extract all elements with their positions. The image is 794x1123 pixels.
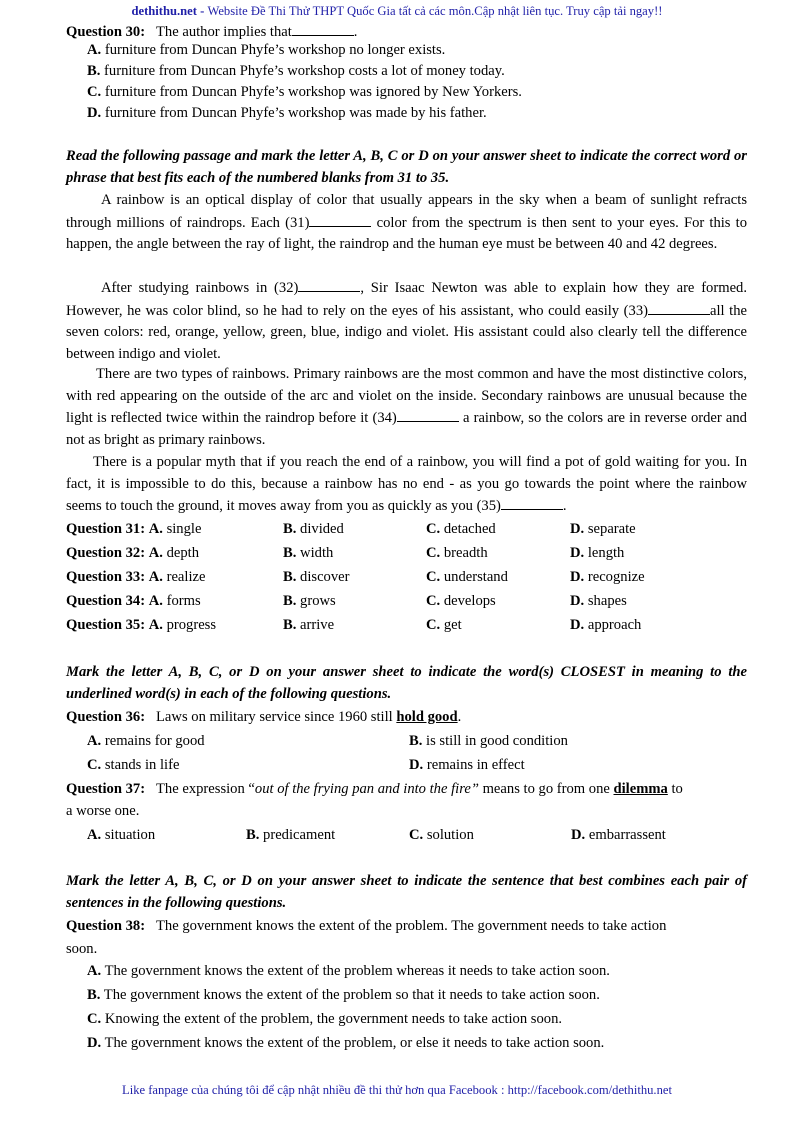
q30-option-b <box>87 62 505 80</box>
option-text: The government knows the extent of the problem whereas it needs to take action soon. <box>104 963 610 979</box>
option-letter: D. <box>87 105 102 121</box>
blank-34 <box>397 407 459 422</box>
blank-31 <box>309 212 371 227</box>
paragraph-text: After studying rainbows in (32) <box>101 280 299 296</box>
option-letter: B. <box>283 545 297 561</box>
blank-32 <box>298 277 360 292</box>
option-text: The government knows the extent of the problem, or else it needs to take action soon. <box>104 1035 605 1051</box>
option-a-text: depth <box>166 545 200 561</box>
option-b-text: width <box>300 545 334 561</box>
question-30: Question 30: The author implies that . <box>66 21 357 41</box>
paragraph-text: color from the spectrum is then sent to your eyes. For this to happen, the angle between the ray of light, the raindrop and the human eye must be between 40 and 42 degrees. <box>66 214 747 253</box>
passage-paragraph-4 <box>66 452 747 518</box>
option-b-text: grows <box>300 593 336 609</box>
option-b-text: divided <box>300 521 344 537</box>
q38-option-b <box>87 986 600 1004</box>
q38-option-c <box>87 1010 562 1028</box>
option-letter: C. <box>87 84 102 100</box>
question-label: Question 31: <box>66 521 146 537</box>
question-37-continued: a worse one. <box>66 803 140 819</box>
passage-paragraph-1 <box>66 190 747 256</box>
question-38-continued: soon. <box>66 941 98 957</box>
option-text: Knowing the extent of the problem, the government needs to take action soon. <box>104 1011 563 1027</box>
option-letter: D. <box>570 593 585 609</box>
option-a-text: forms <box>166 593 201 609</box>
option-text: furniture from Duncan Phyfe’s workshop was ignored by New Yorkers. <box>104 84 522 100</box>
blank-35 <box>501 495 563 510</box>
paragraph-text: , Sir Isaac Newton was able to explain how they are formed. However, he was color blind, so he had to rely on the eyes of his assistant, who could easily (33) <box>66 280 747 319</box>
question-label: Question 30: <box>66 24 146 40</box>
passage-instruction: Read the following passage and mark the letter A, B, C or D on your answer sheet to indicate the correct word or phrase that best fits each of the numbered blanks from 31 to 35. <box>66 148 747 186</box>
paragraph-text: There are two types of rainbows. Primary rainbows are the most common and have the most distinctive colors, with red appearing on the outside of the arc and violet on the inside. Secondary rainbows are unusual because the light is reflected twice within the raindrop before it (34) <box>66 366 747 427</box>
question-label: Question 34: <box>66 593 146 609</box>
option-letter: D. <box>570 617 585 633</box>
q30-option-d <box>87 104 487 122</box>
page-footer[interactable]: Like fanpage của chúng tôi để cập nhật nhiều đề thi thử hơn qua Facebook : http://facebook.com/dethithu.net <box>122 1083 672 1097</box>
option-d-text: embarrassent <box>588 827 666 843</box>
option-letter: B. <box>283 593 297 609</box>
option-letter: B. <box>283 521 297 537</box>
option-a-text: single <box>166 521 202 537</box>
option-letter: A. <box>87 42 102 58</box>
option-text: furniture from Duncan Phyfe’s workshop costs a lot of money today. <box>104 63 505 79</box>
option-letter: C. <box>426 593 441 609</box>
option-letter: A. <box>87 733 102 749</box>
option-letter: A. <box>87 827 102 843</box>
option-c-text: develops <box>443 593 496 609</box>
option-text: The government knows the extent of the problem so that it needs to take action soon. <box>103 987 600 1003</box>
option-letter: D. <box>570 521 585 537</box>
question-stem: The government knows the extent of the problem. The government needs to take action <box>156 918 667 934</box>
question-stem: The expression “ <box>156 781 255 797</box>
question-stem-end: . <box>457 709 462 725</box>
option-letter: A. <box>148 617 163 633</box>
option-letter: D. <box>87 1035 102 1051</box>
option-letter: C. <box>426 569 441 585</box>
option-d-text: recognize <box>587 569 645 585</box>
option-letter: B. <box>87 63 101 79</box>
passage-paragraph-3 <box>66 364 747 451</box>
option-b-text: discover <box>300 569 350 585</box>
option-letter: D. <box>409 757 424 773</box>
site-name: dethithu.net <box>131 4 197 18</box>
option-d-text: approach <box>587 617 642 633</box>
option-letter: A. <box>148 569 163 585</box>
option-a-text: remains for good <box>104 733 205 749</box>
option-letter: C. <box>426 617 441 633</box>
option-letter: D. <box>570 569 585 585</box>
option-b-text: predicament <box>263 827 336 843</box>
question-label: Question 37: <box>66 781 146 797</box>
option-letter: C. <box>426 521 441 537</box>
option-letter: A. <box>87 963 102 979</box>
option-c-text: solution <box>426 827 474 843</box>
q30-option-c <box>87 83 522 101</box>
question-label: Question 38: <box>66 918 146 934</box>
option-c-text: understand <box>443 569 508 585</box>
option-text: furniture from Duncan Phyfe’s workshop was made by his father. <box>104 105 487 121</box>
option-a-text: progress <box>166 617 217 633</box>
option-letter: C. <box>426 545 441 561</box>
option-d-text: length <box>587 545 625 561</box>
underlined-phrase: hold good <box>396 709 458 725</box>
option-c-text: get <box>443 617 462 633</box>
option-letter: A. <box>148 521 163 537</box>
option-letter: B. <box>409 733 423 749</box>
option-letter: B. <box>283 569 297 585</box>
underlined-word: dilemma <box>613 781 668 797</box>
question-label: Question 33: <box>66 569 146 585</box>
question-stem: to <box>667 781 683 797</box>
option-a-text: realize <box>166 569 206 585</box>
option-letter: C. <box>87 1011 102 1027</box>
option-letter: C. <box>87 757 102 773</box>
option-letter: C. <box>409 827 424 843</box>
question-label: Question 36: <box>66 709 146 725</box>
combine-instruction: Mark the letter A, B, C, or D on your answer sheet to indicate the sentence that best combines each pair of sentences in the following questions. <box>66 873 747 911</box>
passage-paragraph-2 <box>66 277 747 365</box>
question-label: Question 32: <box>66 545 146 561</box>
paragraph-text: . <box>562 498 567 515</box>
paragraph-text: There is a popular myth that if you reach the end of a rainbow, you will find a pot of gold waiting for you. In fact, it is impossible to do this, because a rainbow has no end - as you go towards the point where the rainbow seems to touch the ground, it moves away from you as quickly as you (35) <box>66 454 747 515</box>
option-letter: A. <box>148 545 163 561</box>
option-letter: A. <box>148 593 163 609</box>
option-text: furniture from Duncan Phyfe’s workshop no longer exists. <box>104 42 446 58</box>
option-letter: B. <box>283 617 297 633</box>
option-letter: D. <box>571 827 586 843</box>
option-c-text: detached <box>443 521 496 537</box>
option-a-text: situation <box>104 827 156 843</box>
q38-option-d <box>87 1034 604 1052</box>
q30-option-a <box>87 41 445 59</box>
question-37 <box>66 780 683 798</box>
question-38 <box>66 917 666 935</box>
answer-blank <box>292 21 354 36</box>
option-b-text: is still in good condition <box>426 733 568 749</box>
header-separator: - <box>196 4 208 18</box>
q38-option-a <box>87 962 610 980</box>
question-36 <box>66 708 461 726</box>
quoted-expression: out of the frying pan and into the fire” <box>254 781 479 797</box>
question-stem: Laws on military service since 1960 still <box>156 709 397 725</box>
option-c-text: breadth <box>443 545 488 561</box>
option-d-text: separate <box>587 521 636 537</box>
page-header[interactable] <box>0 4 794 19</box>
option-b-text: arrive <box>300 617 335 633</box>
header-text: Website Đề Thi Thử THPT Quốc Gia tất cả các môn.Cập nhật liên tục. Truy cập tải ngay!! <box>207 4 663 18</box>
option-d-text: remains in effect <box>426 757 525 773</box>
blank-33 <box>648 300 710 315</box>
question-stem: The author implies that <box>156 24 292 40</box>
option-letter: B. <box>87 987 101 1003</box>
question-stem: means to go from one <box>478 781 614 797</box>
paragraph-text: a rainbow, so the colors are in reverse order and not as bright as primary rainbows. <box>66 410 747 448</box>
option-letter: B. <box>246 827 260 843</box>
option-d-text: shapes <box>587 593 627 609</box>
closest-instruction: Mark the letter A, B, C, or D on your answer sheet to indicate the word(s) CLOSEST in meaning to the underlined word(s) in each of the following questions. <box>66 664 747 702</box>
option-c-text: stands in life <box>104 757 180 773</box>
question-label: Question 35: <box>66 617 146 633</box>
paragraph-text: all the seven colors: red, orange, yellow, green, blue, indigo and violet. His assistant could also clearly tell the difference between indigo and violet. <box>66 302 747 362</box>
paragraph-text: A rainbow is an optical display of color that usually appears in the sky when a beam of sunlight refracts through millions of raindrops. Each (31) <box>66 192 747 231</box>
option-letter: D. <box>570 545 585 561</box>
